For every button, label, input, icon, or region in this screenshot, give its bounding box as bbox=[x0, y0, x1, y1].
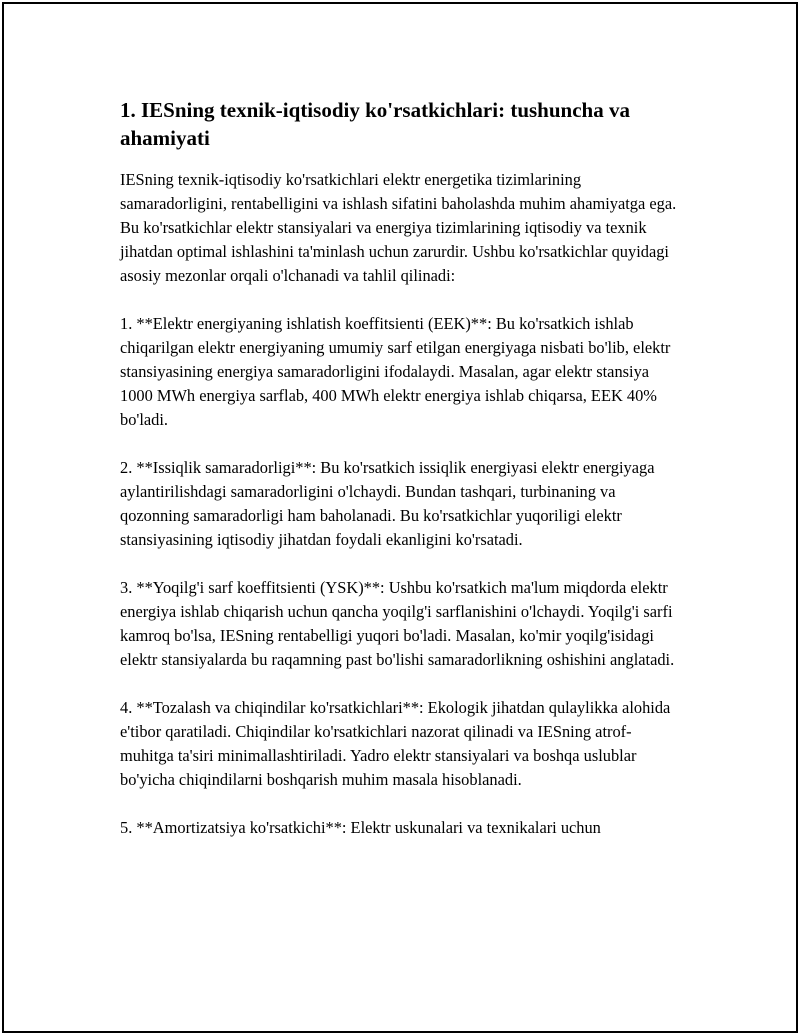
paragraph-amortization: 5. **Amortizatsiya ko'rsatkichi**: Elektr uskunalari va texnikalari uchun bbox=[120, 818, 601, 837]
document-body bbox=[120, 96, 680, 864]
document-page bbox=[2, 2, 798, 1033]
section-heading: 1. IESning texnik-iqtisodiy ko'rsatkichlari: tushuncha va ahamiyati bbox=[120, 98, 630, 150]
paragraph-waste-indicators: 4. **Tozalash va chiqindilar ko'rsatkichlari**: Ekologik jihatdan qulaylikka alohida e'tibor qaratiladi. Chiqindilar ko'rsatkichlari nazorat qilinadi va IESning atrof-muhitga ta'siri minimallashtiriladi. Yadro elektr stansiyalari va boshqa uslublar bo'yicha chiqindilarni boshqarish muhim masala hisoblanadi. bbox=[120, 698, 671, 789]
paragraph-fuel-consumption: 3. **Yoqilg'i sarf koeffitsienti (YSK)**: Ushbu ko'rsatkich ma'lum miqdorda elektr energiya ishlab chiqarish uchun qancha yoqilg'i sarflanishini o'lchaydi. Yoqilg'i sarfi kamroq bo'lsa, IESning rentabelligi yuqori bo'ladi. Masalan, ko'mir yoqilg'isidagi elektr stansiyalarda bu raqamning past bo'lishi samaradorlikning oshishini anglatadi. bbox=[120, 578, 675, 669]
paragraph-eek: 1. **Elektr energiyaning ishlatish koeffitsienti (EEK)**: Bu ko'rsatkich ishlab chiqarilgan elektr energiyaning umumiy sarf etilgan energiyaga nisbati bo'lib, elektr stansiyasining energiya samaradorligini ifodalaydi. Masalan, agar elektr stansiya 1000 MWh energiya sarflab, 400 MWh elektr energiya ishlab chiqarsa, EEK 40% bo'ladi. bbox=[120, 314, 671, 429]
intro-paragraph: IESning texnik-iqtisodiy ko'rsatkichlari elektr energetika tizimlarining samaradorligini, rentabelligini va ishlash sifatini baholashda muhim ahamiyatga ega. Bu ko'rsatkichlar elektr stansiyalari va energiya tizimlarining iqtisodiy va texnik jihatdan optimal ishlashini ta'minlash uchun zarurdir. Ushbu ko'rsatkichlar quyidagi asosiy mezonlar orqali o'lchanadi va tahlil qilinadi: bbox=[120, 170, 677, 285]
paragraph-thermal-efficiency: 2. **Issiqlik samaradorligi**: Bu ko'rsatkich issiqlik energiyasi elektr energiyaga aylantirilishdagi samaradorligini o'lchaydi. Bundan tashqari, turbinaning va qozonning samaradorligi ham baholanadi. Bu ko'rsatkichlar yuqoriligi elektr stansiyasining iqtisodiy jihatdan foydali ekanligini ko'rsatadi. bbox=[120, 458, 655, 549]
